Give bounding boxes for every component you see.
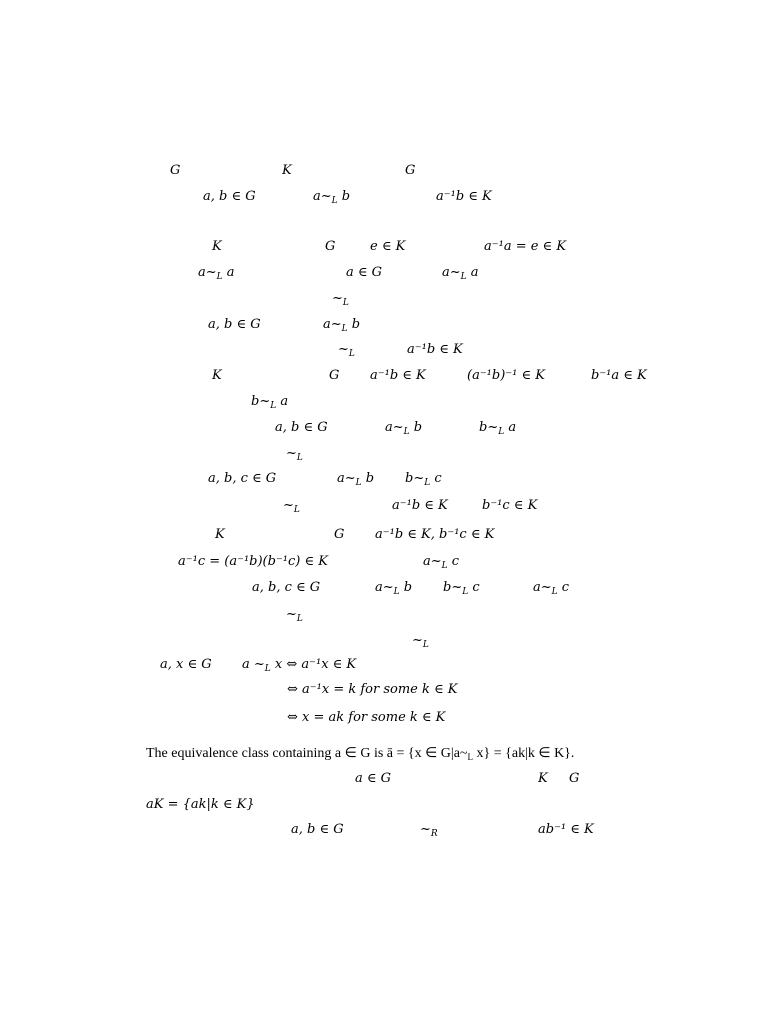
math-symbol: K [212, 368, 222, 383]
equivalence-class-sentence: The equivalence class containing a ∈ G is ā = {x ∈ $G|a\sim_L$ x} = {ak|k ∈ K}. [146, 746, 575, 762]
math-expression: a, b, c ∈ G [208, 471, 277, 486]
math-relation: $\sim_L$ [286, 607, 303, 624]
math-expression: a ∈ G [346, 265, 383, 280]
math-symbol: G [334, 527, 345, 542]
math-expression: a, b ∈ G [275, 420, 328, 435]
math-expression: a⁻¹b ∈ K [370, 368, 426, 383]
math-equivalence: ⇔ a⁻¹x = k for some k ∈ K [287, 682, 458, 697]
math-expression: a, b ∈ G [203, 189, 256, 204]
math-expression: ab⁻¹ ∈ K [538, 822, 594, 837]
math-relation: $\sim_R$ [420, 822, 438, 839]
math-symbol: K [215, 527, 225, 542]
math-expression: a, b, c ∈ G [252, 580, 321, 595]
math-symbol: G [170, 163, 181, 178]
math-expression: e ∈ K [370, 239, 406, 254]
math-expression: a, b ∈ G [208, 317, 261, 332]
math-relation: $\sim_L$ [286, 446, 303, 463]
math-relation: $a\sim_L$ c [533, 580, 570, 597]
math-symbol: K [282, 163, 292, 178]
math-expression: a, b ∈ G [291, 822, 344, 837]
math-relation: $a\sim_L$ a [442, 265, 479, 282]
math-expression: a⁻¹b ∈ K [392, 498, 448, 513]
math-symbol: G [329, 368, 340, 383]
math-relation: $\sim_L$ [338, 342, 355, 359]
math-expression: a⁻¹b ∈ K [407, 342, 463, 357]
math-expression: a ∈ G [355, 771, 392, 786]
math-relation: $b\sim_L$ a [479, 420, 517, 437]
coset-definition: aK = {ak|k ∈ K} [146, 797, 255, 812]
math-expression: a⁻¹c = (a⁻¹b)(b⁻¹c) ∈ K [178, 554, 328, 569]
math-expression: b⁻¹a ∈ K [591, 368, 647, 383]
math-relation: $a\sim_L$ b [337, 471, 375, 488]
math-equivalence: a $\sim_L$ x ⇔ a⁻¹x ∈ K [242, 657, 357, 674]
math-relation: $a\sim_L$ b [313, 189, 351, 206]
math-symbol: K [538, 771, 548, 786]
math-relation: $\sim_L$ [412, 633, 429, 650]
math-expression: a, x ∈ G [160, 657, 212, 672]
math-relation: $b\sim_L$ c [405, 471, 442, 488]
math-symbol: G [569, 771, 580, 786]
math-relation: $a\sim_L$ b [385, 420, 423, 437]
math-symbol: K [212, 239, 222, 254]
math-expression: b⁻¹c ∈ K [482, 498, 538, 513]
math-symbol: G [325, 239, 336, 254]
math-relation: $\sim_L$ [332, 291, 349, 308]
math-relation: $\sim_L$ [283, 498, 300, 515]
math-relation: $b\sim_L$ a [251, 394, 289, 411]
math-relation: $a\sim_L$ c [423, 554, 460, 571]
math-expression: a⁻¹b ∈ K [436, 189, 492, 204]
math-relation: $b\sim_L$ c [443, 580, 480, 597]
math-relation: $a\sim_L$ b [375, 580, 413, 597]
math-expression: a⁻¹a = e ∈ K [484, 239, 567, 254]
math-relation: $a\sim_L$ b [323, 317, 361, 334]
math-expression: a⁻¹b ∈ K, b⁻¹c ∈ K [375, 527, 495, 542]
math-expression: (a⁻¹b)⁻¹ ∈ K [467, 368, 545, 383]
math-relation: $a\sim_L$ a [198, 265, 235, 282]
math-symbol: G [405, 163, 416, 178]
math-equivalence: ⇔ x = ak for some k ∈ K [287, 710, 446, 725]
